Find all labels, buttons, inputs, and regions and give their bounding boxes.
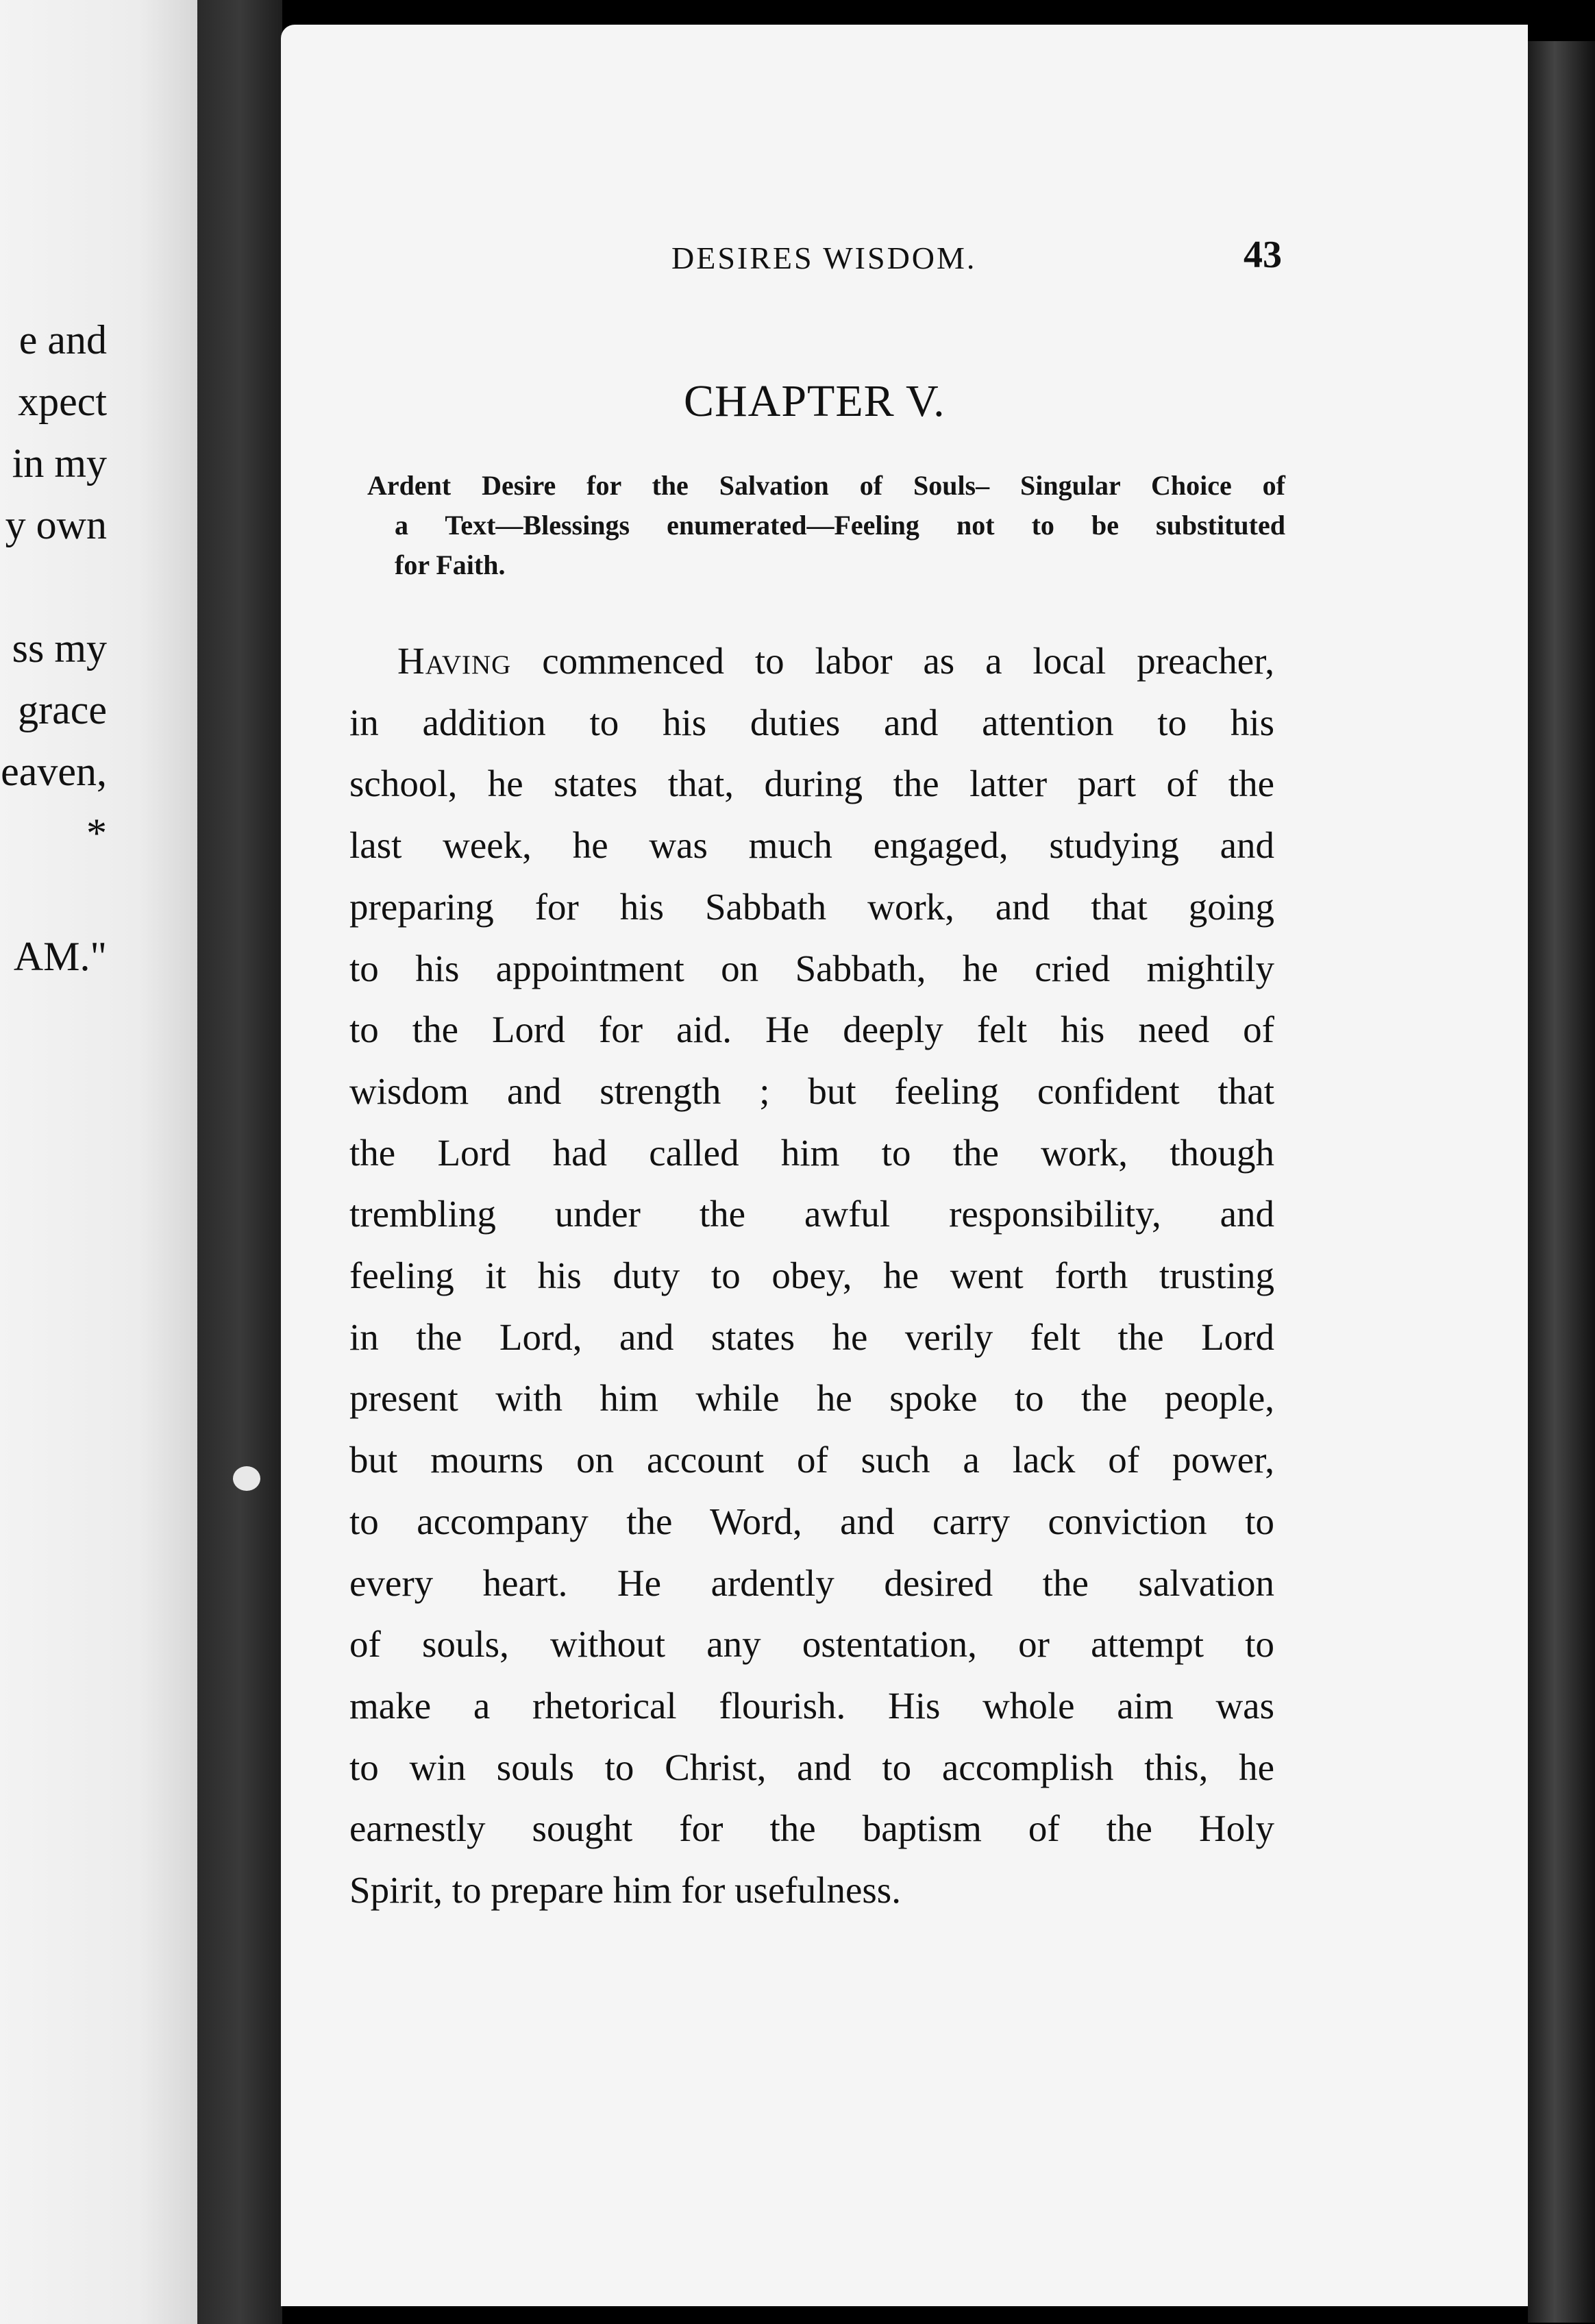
synopsis-line: Ardent Desire for the Salvation of Souls– Singular Choice of — [367, 470, 1285, 501]
body-line: make a rhetorical flourish. His whole aim was — [349, 1684, 1274, 1727]
synopsis-line: for Faith. — [395, 549, 506, 580]
facing-page-fragment: in my — [12, 441, 107, 486]
body-line: earnestly sought for the baptism of the Holy — [349, 1807, 1274, 1850]
body-line: feeling it his duty to obey, he went forth trusting — [349, 1254, 1274, 1297]
book-gutter — [197, 0, 282, 2324]
running-head: DESIRES WISDOM. — [671, 240, 977, 275]
paper-blemish — [233, 1466, 260, 1491]
chapter-synopsis — [367, 466, 1285, 585]
body-line: to the Lord for aid. He deeply felt his need of — [349, 1009, 1274, 1051]
facing-page-fragment: eaven, — [1, 749, 107, 794]
facing-page-fragment: ss my — [12, 626, 107, 671]
facing-page-fragment: xpect — [18, 379, 107, 424]
body-line: to accompany the Word, and carry conviction to — [349, 1500, 1274, 1542]
facing-page-fragment: y own — [5, 502, 107, 547]
facing-page-fragment: grace — [18, 687, 107, 732]
body-line: preparing for his Sabbath work, and that going — [349, 885, 1274, 928]
body-line: of souls, without any ostentation, or attempt to — [349, 1623, 1274, 1666]
book-right-edge — [1528, 41, 1595, 2323]
body-line: last week, he was much engaged, studying and — [349, 824, 1274, 867]
body-line: wisdom and strength ; but feeling confident that — [349, 1070, 1274, 1112]
body-line: in the Lord, and states he verily felt the Lord — [349, 1315, 1274, 1358]
facing-page-fragment: e and — [18, 317, 107, 362]
drop-word: Having — [397, 640, 512, 682]
body-line: to his appointment on Sabbath, he cried mightily — [349, 947, 1274, 989]
body-line: in addition to his duties and attention to his — [349, 701, 1274, 743]
body-line: school, he states that, during the latter part of the — [349, 763, 1274, 805]
chapter-body — [349, 630, 1274, 1921]
body-line: the Lord had called him to the work, though — [349, 1131, 1274, 1174]
facing-page-fragment: AM." — [13, 934, 107, 979]
facing-page-fragment: * — [86, 811, 107, 856]
body-line-last: Spirit, to prepare him for usefulness. — [349, 1869, 901, 1912]
page-number: 43 — [1244, 234, 1282, 276]
body-line: but mourns on account of such a lack of power, — [349, 1439, 1274, 1481]
body-line: trembling under the awful responsibility, and — [349, 1193, 1274, 1235]
body-line: every heart. He ardently desired the salvation — [349, 1561, 1274, 1604]
facing-page-edge — [0, 0, 199, 2324]
body-line-first — [349, 630, 1274, 692]
synopsis-line: a Text—Blessings enumerated—Feeling not to be substituted — [395, 510, 1285, 541]
body-line: present with him while he spoke to the people, — [349, 1377, 1274, 1420]
body-line: to win souls to Christ, and to accomplish this, he — [349, 1746, 1274, 1788]
chapter-title: CHAPTER V. — [684, 376, 945, 426]
first-line-text: commenced to labor as a local preacher, — [511, 640, 1274, 682]
